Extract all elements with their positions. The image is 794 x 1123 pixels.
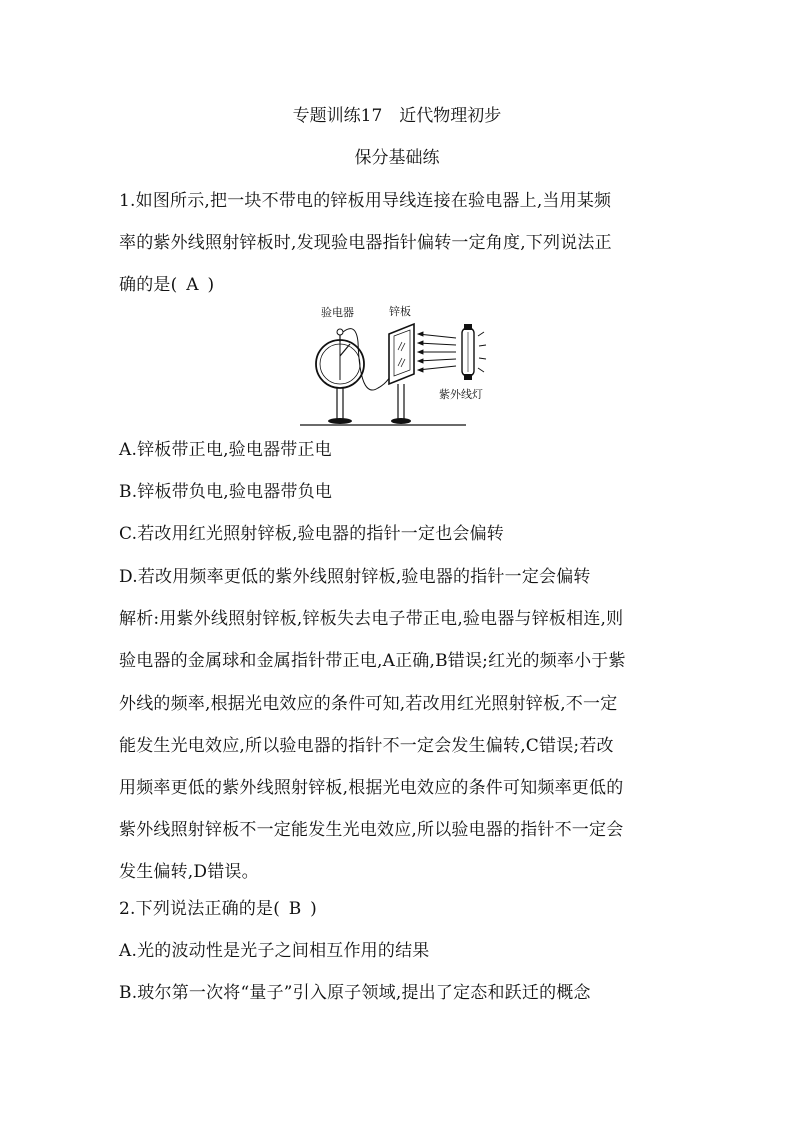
- q1-option-d: D.若改用频率更低的紫外线照射锌板,验电器的指针一定会偏转: [119, 567, 591, 587]
- uv-lamp-cap-bottom: [464, 374, 472, 380]
- q1-analysis-line-5: 用频率更低的紫外线照射锌板,根据光电效应的条件可知频率更低的: [119, 778, 624, 798]
- q1-analysis-line-6: 紫外线照射锌板不一定能发生光电效应,所以验电器的指针不一定会: [119, 820, 624, 840]
- uv-lamp-glow: [478, 332, 486, 372]
- q2-stem-text: 2.下列说法正确的是(: [119, 899, 281, 919]
- q1-analysis-line-1: 解析:用紫外线照射锌板,锌板失去电子带正电,验电器与锌板相连,则: [119, 609, 624, 629]
- q1-analysis-line-7: 发生偏转,D错误。: [119, 862, 259, 882]
- q1-analysis-line-3: 外线的频率,根据光电效应的条件可知,若改用红光照射锌板,不一定: [119, 694, 618, 714]
- q1-stem-close: ): [207, 275, 215, 295]
- q2-stem-close: ): [310, 899, 317, 919]
- q1-option-a: A.锌板带正电,验电器带正电: [119, 440, 332, 460]
- zinc-stand-base: [391, 418, 411, 424]
- section-subtitle: 保分基础练: [354, 148, 440, 168]
- q2-stem: [119, 897, 317, 921]
- electroscope-ball: [337, 329, 343, 335]
- electroscope-base: [328, 418, 352, 424]
- q1-stem-line-3: [119, 273, 214, 297]
- electroscope-needle: [340, 344, 350, 356]
- photoelectric-figure: [294, 302, 504, 430]
- uv-lamp-label: 紫外线灯: [439, 388, 483, 401]
- q1-option-c: C.若改用红光照射锌板,验电器的指针一定也会偏转: [119, 524, 505, 544]
- uv-lamp-cap-top: [464, 324, 472, 330]
- q2-option-a: A.光的波动性是光子之间相互作用的结果: [119, 941, 430, 961]
- q1-analysis-line-2: 验电器的金属球和金属指针带正电,A正确,B错误;红光的频率小于紫: [119, 651, 626, 671]
- zinc-plate-label: 锌板: [389, 305, 411, 318]
- q1-option-b: B.锌板带负电,验电器带负电: [119, 482, 333, 502]
- page-title: 专题训练17 近代物理初步: [292, 106, 502, 126]
- uv-rays: [418, 332, 456, 372]
- electroscope-label: 验电器: [321, 306, 354, 319]
- q1-stem-tail: 确的是(: [119, 275, 178, 295]
- q2-option-b: B.玻尔第一次将“量子”引入原子领域,提出了定态和跃迁的概念: [119, 983, 591, 1003]
- q1-stem-line-2: 率的紫外线照射锌板时,发现验电器指针偏转一定角度,下列说法正: [119, 233, 612, 253]
- q1-answer: A: [186, 275, 199, 295]
- q2-answer: B: [288, 899, 302, 919]
- q1-stem-line-1: 1.如图所示,把一块不带电的锌板用导线连接在验电器上,当用某频: [119, 191, 612, 211]
- q1-analysis-line-4: 能发生光电效应,所以验电器的指针不一定会发生偏转,C错误;若改: [119, 736, 614, 756]
